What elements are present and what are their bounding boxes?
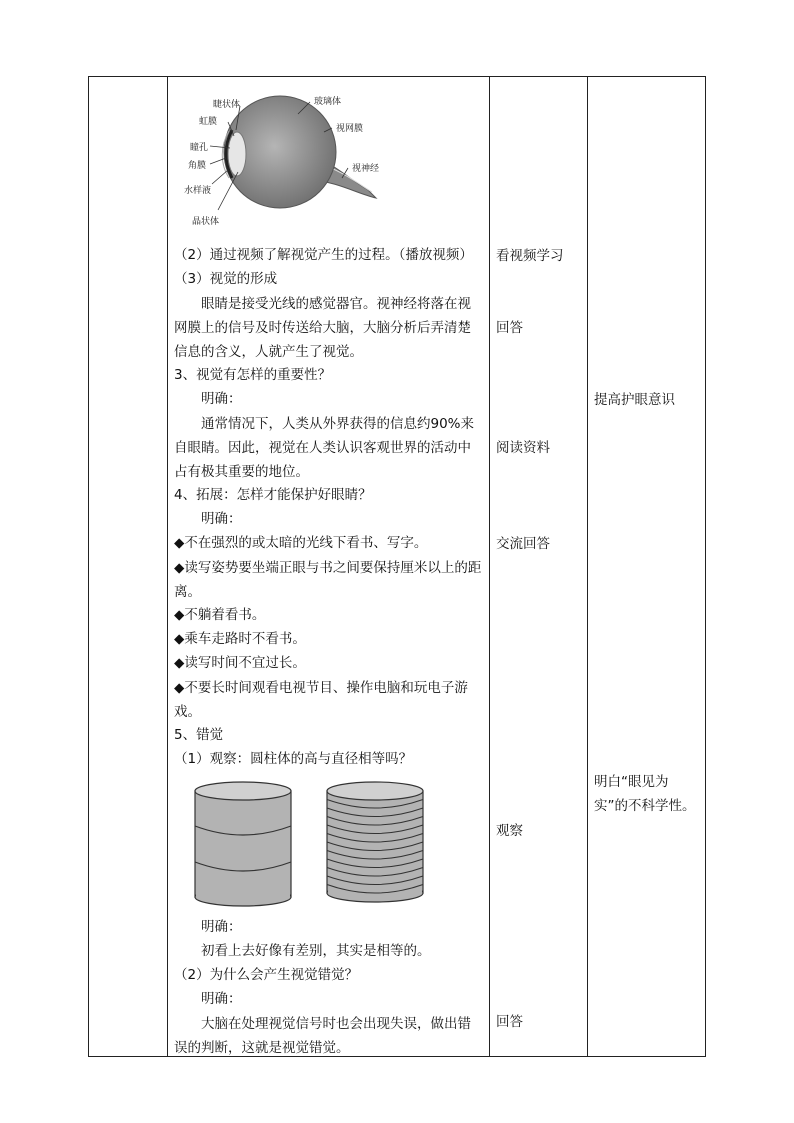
clarify-label: 明确： xyxy=(201,511,242,527)
question-4: 4、拓展：怎样才能保护好眼睛？ xyxy=(174,487,372,503)
label-aqueous-humor: 水样液 xyxy=(184,186,212,196)
eye-diagram xyxy=(180,86,410,232)
clarify-label: 明确： xyxy=(201,391,242,407)
intent-eye-awareness: 提高护眼意识 xyxy=(594,392,675,408)
cylinder-illusion xyxy=(186,778,436,908)
why-question: （2）为什么会产生视觉错觉？ xyxy=(174,967,359,983)
activity-observe: 观察 xyxy=(496,823,523,839)
bullet-item: ◆不躺着看书。 xyxy=(174,607,266,623)
label-pupil: 瞳孔 xyxy=(190,143,209,153)
importance-paragraph: 通常情况下，人类从外界获得的信息约90%来自眼睛。因此，视觉在人类认识客观世界的活动中占有极其重要的地位。 xyxy=(174,416,475,480)
why-answer-paragraph: 大脑在处理视觉信号时也会出现失误，做出错误的判断，这就是视觉错觉。 xyxy=(174,1016,471,1056)
column-divider xyxy=(489,77,490,1056)
label-lens: 晶状体 xyxy=(192,217,220,227)
label-vitreous-body: 玻璃体 xyxy=(314,97,342,107)
vision-formation-heading: （3）视觉的形成 xyxy=(174,271,278,287)
bullet-item: ◆不在强烈的或太暗的光线下看书、写字。 xyxy=(174,535,428,551)
observe-question: （1）观察：圆柱体的高与直径相等吗？ xyxy=(174,751,413,767)
activity-read-material: 阅读资料 xyxy=(496,440,550,456)
clarify-label: 明确： xyxy=(201,991,242,1007)
observe-answer: 初看上去好像有差别，其实是相等的。 xyxy=(201,943,431,959)
column-divider xyxy=(587,77,588,1056)
bullet-item: ◆读写时间不宜过长。 xyxy=(174,655,306,671)
bullet-item: ◆不要长时间观看电视节目、操作电脑和玩电子游戏。 xyxy=(174,680,468,720)
vision-formation-paragraph: 眼睛是接受光线的感觉器官。视神经将落在视网膜上的信号及时传送给大脑，大脑分析后弄清楚信息的含义，人就产生了视觉。 xyxy=(174,296,471,360)
clarify-label: 明确： xyxy=(201,919,242,935)
bullet-item: ◆乘车走路时不看书。 xyxy=(174,631,306,647)
label-ciliary-body: 睫状体 xyxy=(213,100,241,110)
activity-discuss-answer: 交流回答 xyxy=(496,536,550,552)
label-optic-nerve: 视神经 xyxy=(352,164,380,174)
activity-watch-video: 看视频学习 xyxy=(496,248,564,264)
label-cornea: 角膜 xyxy=(188,161,207,171)
question-3: 3、视觉有怎样的重要性？ xyxy=(174,367,332,383)
question-5: 5、错觉 xyxy=(174,727,224,743)
video-step-line: （2）通过视频了解视觉产生的过程。（播放视频） xyxy=(174,247,473,263)
cylinder-three-slices xyxy=(195,782,291,906)
activity-answer: 回答 xyxy=(496,1014,523,1030)
column-divider xyxy=(167,77,168,1056)
cylinder-many-slices xyxy=(327,782,423,902)
intent-seeing-believing: 明白“眼见为实”的不科学性。 xyxy=(594,774,696,814)
label-retina: 视网膜 xyxy=(336,124,364,134)
activity-answer: 回答 xyxy=(496,320,523,336)
bullet-item: ◆读写姿势要坐端正眼与书之间要保持厘米以上的距离。 xyxy=(174,560,482,600)
label-iris: 虹膜 xyxy=(199,117,218,127)
